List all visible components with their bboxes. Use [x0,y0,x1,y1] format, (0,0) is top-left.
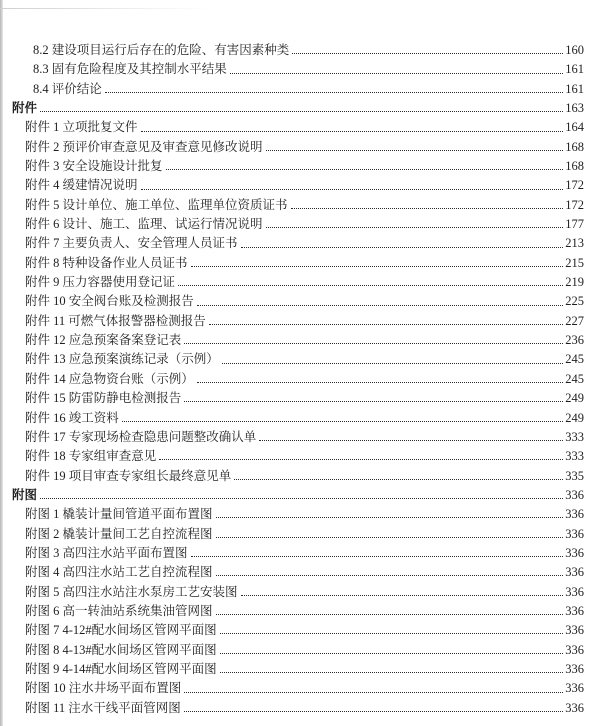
dot-leader [222,363,563,364]
dot-leader [197,382,563,383]
dot-leader [230,73,563,74]
toc-entry [25,173,584,192]
page-number: 336 [565,507,584,522]
toc-entry [25,425,584,444]
page-number: 333 [565,429,584,444]
page-number: 336 [565,681,584,696]
dot-leader [141,189,564,190]
toc-entry-label: 附图 7 4-12#配水间场区管网平面图 [25,623,217,638]
toc-entry-label: 附图 4 高四注水站工艺自控流程图 [25,565,213,580]
toc-entry-label: 附件 5 设计单位、施工单位、监理单位资质证书 [25,197,288,212]
dot-leader [220,653,564,654]
dot-leader [166,169,564,170]
page-number: 336 [565,642,584,657]
page-number: 336 [565,700,584,715]
toc-entry [33,77,584,96]
dot-leader [184,343,563,344]
dot-leader [216,537,564,538]
toc-entry [25,696,584,715]
toc-entry-label: 附件 [12,101,38,115]
dot-leader [184,401,563,402]
scan-edge-top [0,8,210,9]
dot-leader [141,131,564,132]
dot-leader [292,53,563,54]
dot-leader [159,459,563,460]
dot-leader [40,498,563,499]
dot-leader [216,575,564,576]
page-number: 336 [565,623,584,638]
page-number: 160 [565,42,584,57]
page-number: 336 [565,584,584,599]
dot-leader [216,517,564,518]
toc-entry [25,522,584,541]
toc-entry-label: 附件 9 压力容器使用登记证 [25,275,176,290]
page-number: 161 [565,62,584,77]
dot-leader [234,479,563,480]
dot-leader [105,92,563,93]
page-number: 333 [565,449,584,464]
toc-entry [25,251,584,270]
toc-entry-label: 附图 6 高一转油站系统集油管网图 [25,603,213,618]
page-number: 163 [565,101,584,115]
page-number: 336 [565,487,584,502]
toc-entry [25,193,584,212]
toc-entry-label: 附图 8 4-13#配水间场区管网平面图 [25,642,217,657]
page-number: 336 [565,545,584,560]
page-number: 236 [565,333,584,348]
dot-leader [191,266,564,267]
dot-leader [291,208,564,209]
toc-entry-label: 8.2 建设项目运行后存在的危险、有害因素种类 [33,42,290,57]
toc-entry [33,57,584,76]
page-number: 249 [565,410,584,425]
page-number: 335 [565,468,584,483]
toc-entry-label: 附图 11 注水干线平面管网图 [25,700,181,715]
toc-section-header [12,483,584,502]
toc-entry [33,38,584,57]
toc-entry [25,386,584,405]
toc-entry-label: 附件 2 预评价审查意见及审查意见修改说明 [25,139,263,154]
toc-entry-label: 8.4 评价结论 [33,81,102,96]
toc-entry-label: 附件 4 缓建情况说明 [25,178,138,193]
toc-entry-label: 附件 19 项目审查专家组长最终意见单 [25,468,232,483]
page-number: 219 [565,275,584,290]
page-number: 249 [565,391,584,406]
page-number: 215 [565,255,584,270]
dot-leader [241,595,564,596]
toc-entry-label: 附件 11 可燃气体报警器检测报告 [25,313,206,328]
toc-entry [25,154,584,173]
toc-entry-label: 附图 5 高四注水站注水泵房工艺安装图 [25,584,238,599]
toc-entry [25,406,584,425]
dot-leader [209,324,563,325]
dot-leader [259,440,563,441]
toc-entry-label: 附件 10 安全阀台账及检测报告 [25,294,194,309]
dot-leader [191,556,564,557]
toc-entry-label: 附件 1 立项批复文件 [25,120,138,135]
toc-entry [25,560,584,579]
dot-leader [266,227,564,228]
toc-entry-label: 附件 17 专家现场检查隐患问题整改确认单 [25,429,257,444]
toc-entry [25,309,584,328]
dot-leader [220,633,564,634]
toc-entry-label: 附图 3 高四注水站平面布置图 [25,545,188,560]
toc-entry [25,657,584,676]
toc-entry-label: 附件 14 应急物资台账（示例） [25,371,194,386]
toc-entry [25,638,584,657]
page-number: 245 [565,371,584,386]
toc-entry-label: 附图 9 4-14#配水间场区管网平面图 [25,661,217,676]
dot-leader [197,305,563,306]
toc-list [0,38,584,715]
toc-entry-label: 8.3 固有危险程度及其控制水平结果 [33,62,227,77]
dot-leader [184,692,563,693]
toc-entry-label: 附件 16 竣工资料 [25,410,119,425]
dot-leader [40,111,563,112]
toc-entry-label: 附件 3 安全设施设计批复 [25,159,163,174]
toc-entry-label: 附件 12 应急预案备案登记表 [25,333,182,348]
dot-leader [220,672,564,673]
toc-entry-label: 附图 10 注水井场平面布置图 [25,681,182,696]
toc-entry [25,580,584,599]
toc-entry [25,348,584,367]
toc-entry-label: 附件 8 特种设备作业人员证书 [25,255,188,270]
toc-entry-label: 附件 13 应急预案演练记录（示例） [25,352,219,367]
toc-entry [25,212,584,231]
page-number: 172 [565,178,584,193]
dot-leader [178,285,563,286]
toc-entry-label: 附件 15 防雷防静电检测报告 [25,391,182,406]
page-number: 168 [565,139,584,154]
toc-entry [25,676,584,695]
toc-entry [25,367,584,386]
page-number: 168 [565,159,584,174]
toc-entry [25,270,584,289]
page-number: 164 [565,120,584,135]
toc-entry [25,289,584,308]
page-number: 172 [565,197,584,212]
toc-entry-label: 附图 [12,487,38,502]
toc-entry-label: 附图 2 橇装计量间工艺自控流程图 [25,526,213,541]
toc-entry-label: 附件 18 专家组审查意见 [25,449,157,464]
toc-entry [25,464,584,483]
page-number: 177 [565,217,584,232]
page-number: 213 [565,236,584,251]
page-number: 336 [565,526,584,541]
toc-entry [25,444,584,463]
page-number: 336 [565,565,584,580]
toc-entry [25,599,584,618]
dot-leader [122,421,563,422]
toc-entry [25,135,584,154]
dot-leader [216,614,564,615]
dot-leader [266,150,564,151]
toc-entry-label: 附图 1 橇装计量间管道平面布置图 [25,507,213,522]
page-number: 245 [565,352,584,367]
page-number: 227 [565,313,584,328]
toc-entry [25,502,584,521]
toc-entry-label: 附件 6 设计、施工、监理、试运行情况说明 [25,217,263,232]
toc-entry [25,231,584,250]
toc-section-header [12,96,584,115]
page-number: 336 [565,603,584,618]
page-number: 336 [565,661,584,676]
toc-entry [25,618,584,637]
dot-leader [184,711,563,712]
toc-entry-label: 附件 7 主要负责人、安全管理人员证书 [25,236,238,251]
toc-entry [25,541,584,560]
toc-entry [25,115,584,134]
dot-leader [241,247,564,248]
toc-entry [25,328,584,347]
page-number: 225 [565,294,584,309]
page-number: 161 [565,81,584,96]
